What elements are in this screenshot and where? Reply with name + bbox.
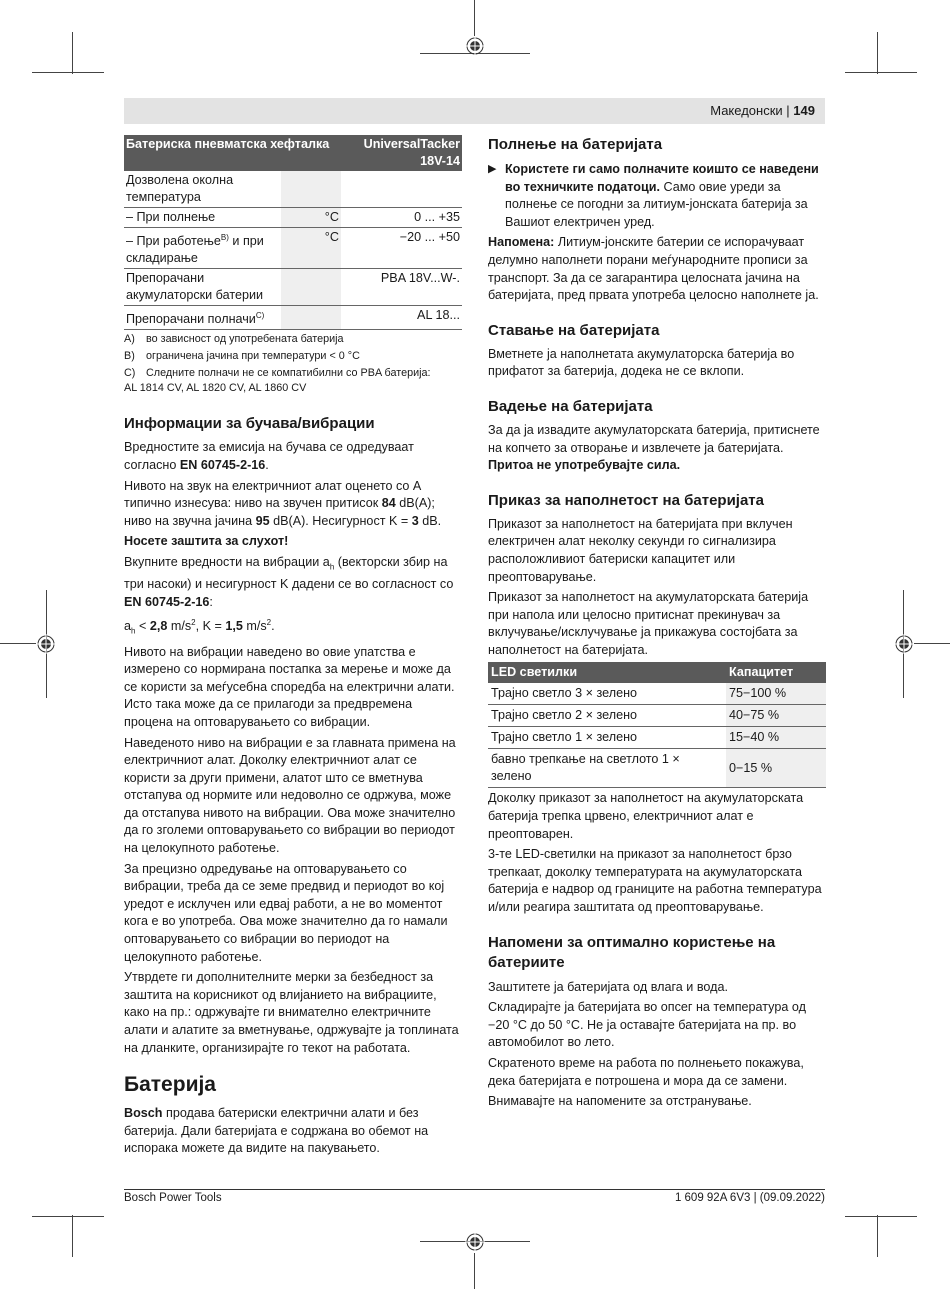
section-title: Информации за бучава/вибрации [124,415,375,433]
paragraph: Утврдете ги дополнителните мерки за безбедност за заштита на корисникот од влијанието на вибрациите, како на пр.: одржувајте ги внимателно електричните алати и алатите за вметнување, одржувајте ја топлината на дланките, организирајте го текот на работата. [124,970,459,1055]
paragraph: 3-те LED-светилки на приказот за наполнетост брзо трепкаат, доколку температурата на акумулаторската батерија е надвор од границите на работна температура и/или реагира заштитата од преоптоварување. [488,847,822,915]
brand-name: Bosch [124,1106,163,1121]
paragraph: $a_h < 2,8$ $m/s^2$, K = 1,5 $m/s^2$. [124,618,275,636]
footnote [124,366,462,381]
table-row [488,705,826,727]
table-row [488,727,826,749]
value: 1,5 [225,619,243,634]
crop-mark [0,643,36,644]
spec-row-value: PBA 18V...W-. [341,269,462,306]
bullet-arrow-icon: ▶ [488,163,497,175]
spec-row-label-text: – При работење [126,234,221,249]
text: dB(A). Несигурност K = [269,513,412,528]
registration-mark-icon [465,1232,485,1252]
section-title: Ставање на батеријата [488,321,660,339]
paragraph [124,1105,462,1158]
spec-row-label: Препорачани акумулаторски батерии [124,269,281,306]
spec-row-value: 0 ... +35 [341,208,462,228]
spec-row-label: – При полнење [124,208,281,228]
led-cell: бавно трепкање на светлото 1 × зелено [488,749,726,788]
paragraph [488,422,826,475]
table-row [488,749,826,788]
led-table-head: Капацитет [726,662,826,683]
spec-row-label-text: Препорачани полначи [126,312,256,327]
text: : [209,594,213,609]
led-table-head: LED светилки [488,662,726,683]
footnote-key: A) [124,333,135,346]
footnote-text: ограничена јачина при температури < 0 °C [146,350,360,363]
left-column [124,135,462,1161]
text: Вкупните вредности на вибрации a [124,554,330,569]
text: Вредностите за емисија на бучава се одредуваат согласно [124,440,414,472]
led-cell: Трајно светло 2 × зелено [488,705,726,727]
spec-footnotes [124,332,462,396]
subscript: h [131,626,136,636]
value: 95 [255,513,270,528]
spec-row-unit: °C [281,208,341,228]
paragraph [124,554,462,611]
footer-publisher: Bosch Power Tools [124,1192,222,1204]
text: m/s [242,619,267,634]
text: . [265,457,269,472]
section-title: Вадење на батеријата [488,397,653,415]
text: (векторски збир на три насоки) и несигурност K дадени се во согласност со [124,554,454,592]
header-language: Македонски [710,103,783,118]
note-label: Напомена: [488,235,555,250]
footnote [124,332,462,347]
spec-row-unit [281,306,341,330]
paragraph [505,161,826,231]
capacity-cell: 75−100 % [726,683,826,705]
chapter-title: Батерија [124,1073,216,1097]
header-label [710,103,815,118]
text: За да ја извадите акумулаторската батерија, притиснете на копчето за отворање и извлечете ја батеријата. [488,422,820,455]
paragraph: Наведеното ниво на вибрации е за главната примена на електричниот алат. Доколку електричниот алат се користи за други примени, алатот што се вметнува отстапува од нормите или недоволно се одржува, може да отстапува нивото на вибрации. Ова може значително да го зголеми оптоварувањето со вибрации во периодот на целокупното работење. [124,735,456,856]
text: dB(A); ниво на звучна јачина [124,496,435,528]
text: Нивото на звук на електричниот алат оценето со A типично изнесува: ниво на звучен притисок [124,478,421,511]
spec-row-label: Дозволена околна температура [124,171,281,208]
footer-doc-id: 1 609 92A 6V3 | (09.09.2022) [674,1192,825,1204]
spec-table [124,135,462,330]
text: . [271,619,275,634]
crop-mark [845,1216,917,1217]
spec-row-unit [281,171,341,208]
value: 2,8 [149,619,168,634]
spec-table-head-right: UniversalTacker 18V-14 [341,135,462,171]
crop-mark [474,0,475,36]
crop-mark [914,643,950,644]
paragraph: За прецизно одредување на оптоварувањето со вибрации, треба да се земе предвид и периодот во кој уредот е исклучен или едвај работи, а не во моментот кога е во употреба. Ова може значително да го намали оптоварувањето со вибрации во периодот на целокупното работење. [124,861,448,964]
text: Само овие уреди за полнење се погодни за литиум-јонската батерија за Вашиот електричен уред. [505,179,808,229]
bold-text: Притоа не употребувајте сила. [488,458,681,473]
standard-ref: EN 60745-2-16 [179,457,266,472]
spec-row-value: AL 18... [341,306,462,330]
registration-mark-icon [894,634,914,654]
footnote-text: AL 1814 CV, AL 1820 CV, AL 1860 CV [124,382,307,395]
right-column [488,135,826,1114]
crop-mark [32,72,104,73]
led-cell: Трајно светло 1 × зелено [488,727,726,749]
registration-mark-icon [36,634,56,654]
footer-divider [124,1189,825,1190]
page-header [124,98,825,124]
value: 84 [381,496,396,511]
page-number: 149 [793,103,815,118]
footnote-text: Следните полначи не се компатибилни со PBA батерија: [146,367,431,380]
header-separator: | [786,103,790,118]
crop-mark [877,32,878,74]
footnote-key: B) [124,350,135,363]
section-title: Полнење на батеријата [488,136,663,153]
crop-mark [72,1215,73,1257]
spec-table-head-left: Батериска пневматска хефталка [124,135,341,171]
crop-mark [72,32,73,74]
crop-mark [32,1216,104,1217]
paragraph: Складирајте ја батеријата во опсег на температура од −20 °C до 50 °C. Не ја оставајте батеријата на пр. во автомобилот во лето. [488,1000,806,1050]
text: dB. [418,513,442,528]
text: a [124,619,132,634]
spec-row-value [341,171,462,208]
section-title: Напомени за оптимално користење на батериите [488,933,776,971]
paragraph: Доколку приказот за наполнетост на акумулаторската батерија трепка црвено, електричниот алат е преоптоварен. [488,791,804,841]
text: m/s [167,619,192,634]
footnote-ref: C) [255,311,265,321]
capacity-cell: 0−15 % [726,749,826,788]
paragraph: Приказот за наполнетост на батеријата при вклучен електричен алат неколку секунди го сигнализира расположливиот батериски капацитет или преоптоварување. [488,516,793,584]
bullet-item [488,161,826,234]
spec-row-label [124,306,281,330]
paragraph: Скратеното време на работа по полнењето покажува, дека батеријата е потрошена и мора да се замени. [488,1056,804,1088]
text: , K = [195,619,226,634]
registration-mark-icon [465,36,485,56]
spec-row-unit [281,269,341,306]
table-row [488,683,826,705]
crop-mark [877,1215,878,1257]
spec-row-label [124,228,281,269]
capacity-cell: 15−40 % [726,727,826,749]
value: 3 [411,513,419,528]
bold-text: Користете ги само полначите коишто се наведени во техничките податоци. [505,162,819,194]
crop-mark [845,72,917,73]
warning-text: Носете заштита за слухот! [124,534,289,549]
footnote [124,349,462,364]
led-table [488,662,826,788]
footnote-text: во зависност од употребената батерија [146,333,344,346]
paragraph [124,478,462,531]
paragraph: Нивото на вибрации наведено во овие упатства е измерено со нормирана постапка за мерење и може да се користи за меѓусебна споредба на електрични алати. Исто така може да се прилагоди за предвремена процена на оптоварувањето со вибрации. [124,644,455,729]
footnote-key: C) [124,367,136,380]
paragraph [124,439,462,474]
paragraph [488,234,826,304]
text: продава батериски електрични алати и без батерија. Дали батеријата е содржана во обемот на испорака можете да видите на пакувањето. [124,1106,429,1156]
spec-row-label-text: и при складирање [126,234,264,266]
spec-row-unit: °C [281,228,341,269]
crop-mark [474,1253,475,1289]
paragraph: Заштитете ја батеријата од влага и вода. [488,979,728,994]
standard-ref: EN 60745-2-16 [124,594,210,609]
paragraph: Внимавајте на напомените за отстранување. [488,1094,752,1109]
led-cell: Трајно светло 3 × зелено [488,683,726,705]
spec-row-value: −20 ... +50 [341,228,462,269]
subscript: h [329,562,335,572]
section-title: Приказ за наполнетост на батеријата [488,491,764,509]
paragraph: Приказот за наполнетост на акумулаторската батерија при напола или целосно притиснат прекинувач за вклучување/исклучување ја прикажува состојбата за наполнетост на батеријата. [488,590,809,657]
capacity-cell: 40−75 % [726,705,826,727]
paragraph: Вметнете ја наполнетата акумулаторска батерија во прифатот за батерија, додека не се вклопи. [488,346,795,379]
footnote-ref: B) [220,233,229,242]
text: < [135,619,150,634]
text: Литиум-јонските батерии се испорачуваат делумно наполнети порани меѓународните прописи за транспорт. За да се загарантира целосната јачина на батеријата, пред првата употреба целосно наполнете ја. [488,235,819,303]
